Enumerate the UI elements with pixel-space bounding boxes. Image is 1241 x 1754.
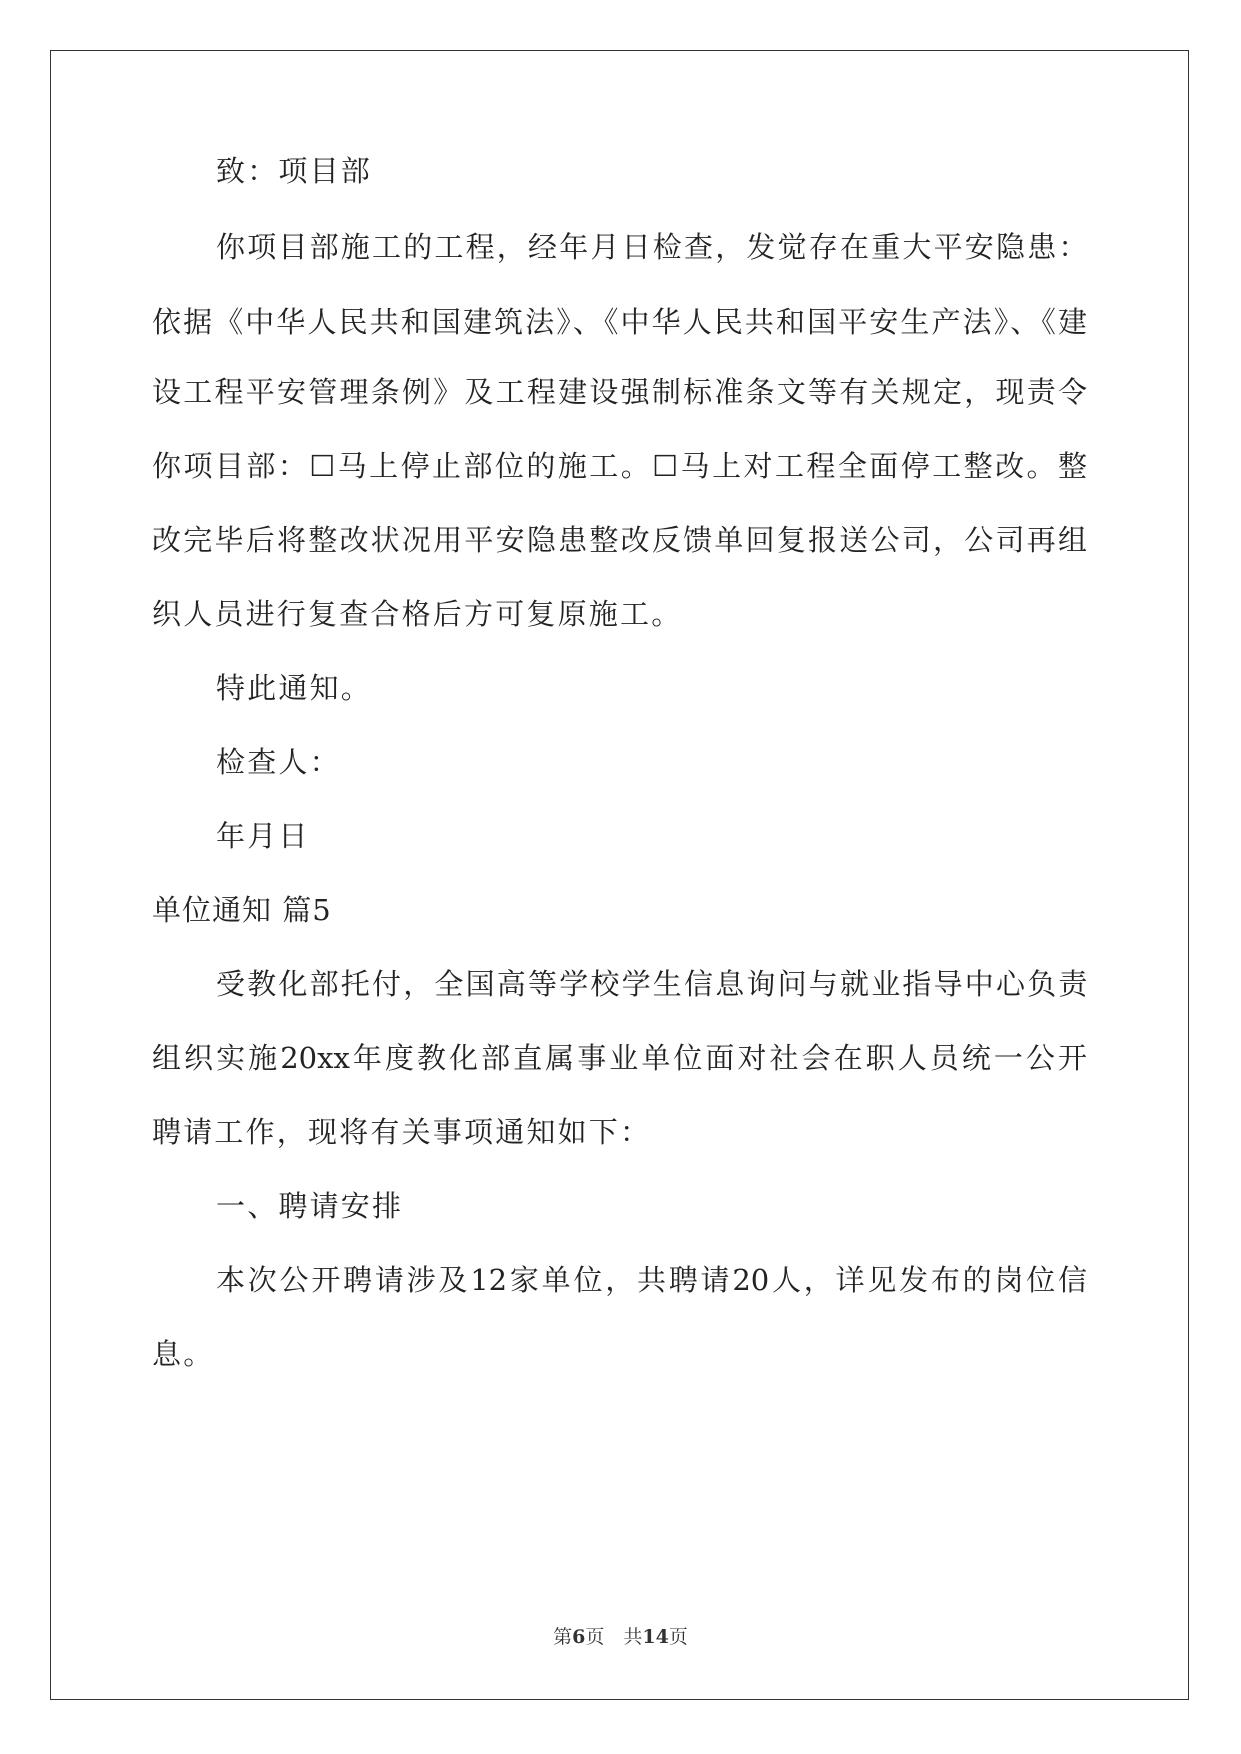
subheading: 一、聘请安排	[216, 1189, 404, 1223]
paragraph-line: 本次公开聘请涉及12家单位，共聘请20人，详见发布的岗位信	[216, 1263, 1087, 1297]
inspector-label: 检查人：	[216, 745, 341, 779]
paragraph-line: 受教化部托付，全国高等学校学生信息询问与就业指导中心负责	[216, 967, 1090, 1001]
paragraph-line: 织人员进行复查合格后方可复原施工。	[152, 597, 683, 631]
footer-suffix: 页	[668, 1626, 688, 1648]
section-heading: 单位通知 篇5	[152, 893, 332, 927]
footer-prefix: 第	[553, 1626, 573, 1648]
salutation: 致：项目部	[216, 154, 373, 188]
footer-mid: 页 共	[585, 1626, 643, 1648]
current-page-number: 6	[572, 1626, 586, 1648]
paragraph-line: 设工程平安管理条例》及工程建设强制标准条文等有关规定，现责令	[152, 375, 1087, 409]
date-line: 年月日	[216, 819, 310, 853]
paragraph-line: 组织实施20xx年度教化部直属事业单位面对社会在职人员统一公开	[152, 1041, 1087, 1075]
paragraph-line: 改完毕后将整改状况用平安隐患整改反馈单回复报送公司，公司再组	[152, 523, 1087, 557]
closing-line: 特此通知。	[216, 671, 373, 705]
paragraph-line: 你项目部：☐马上停止部位的施工。☐马上对工程全面停工整改。整	[152, 449, 1087, 483]
page-footer	[0, 1622, 1241, 1649]
paragraph-line: 依据《中华人民共和国建筑法》、《中华人民共和国平安生产法》、《建	[152, 305, 1087, 339]
total-pages: 14	[642, 1626, 669, 1648]
paragraph-line: 你项目部施工的工程，经年月日检查，发觉存在重大平安隐患：	[216, 230, 1090, 264]
paragraph-line: 息。	[152, 1337, 215, 1371]
paragraph-line: 聘请工作，现将有关事项通知如下：	[152, 1115, 652, 1149]
page-border	[50, 50, 1189, 1700]
